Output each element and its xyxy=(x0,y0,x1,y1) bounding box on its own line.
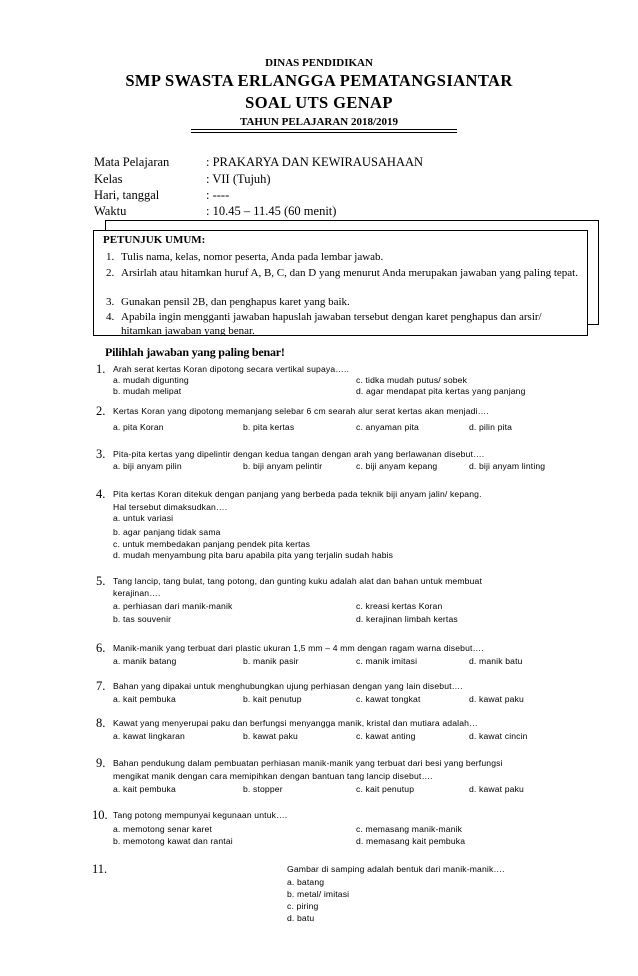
option-b: b. metal/ imitasi xyxy=(287,889,350,899)
option-c: c. tidka mudah putus/ sobek xyxy=(356,375,468,385)
question-text: Kertas Koran yang dipotong memanjang selebar 6 cm searah alur serat kertas akan menjadi…. xyxy=(113,406,489,416)
option-b: b. stopper xyxy=(243,784,283,794)
school-name: SMP SWASTA ERLANGGA PEMATANGSIANTAR xyxy=(125,71,513,90)
option-c: c. memasang manik-manik xyxy=(356,824,463,834)
option-d: d. kawat cincin xyxy=(469,731,528,741)
instruction-number: 1. xyxy=(106,251,115,263)
option-c: c. piring xyxy=(287,901,319,911)
instruction-number: 4. xyxy=(106,311,115,323)
option-b: b. memotong kawat dan rantai xyxy=(113,836,233,846)
question-text: Kawat yang menyerupai paku dan berfungsi menyangga manik, kristal dan mutiara adalah… xyxy=(113,718,478,728)
option-d: d. mudah menyambung pita baru apabila pita yang terjalin sudah habis xyxy=(113,550,394,560)
option-b: b. biji anyam pelintir xyxy=(243,461,323,471)
question-number: 6. xyxy=(96,641,106,655)
option-b: b. pita kertas xyxy=(243,422,295,432)
option-a: a. kait pembuka xyxy=(113,694,176,704)
info-value: : ---- xyxy=(206,188,230,202)
option-c: c. kawat tongkat xyxy=(356,694,421,704)
question-text: Tang potong mempunyai kegunaan untuk…. xyxy=(113,810,288,820)
option-b: b. kait penutup xyxy=(243,694,302,704)
header-rule xyxy=(191,129,457,130)
instruction-number: 2. xyxy=(106,267,115,279)
agency-title: DINAS PENDIDIKAN xyxy=(265,57,373,69)
option-d: d. manik batu xyxy=(469,656,523,666)
option-d: d. batu xyxy=(287,913,315,923)
option-d: d. kerajinan limbah kertas xyxy=(356,614,458,624)
option-d: d. memasang kait pembuka xyxy=(356,836,466,846)
question-number: 10. xyxy=(92,808,108,822)
question-text: Manik-manik yang terbuat dari plastic ukuran 1,5 mm – 4 mm dengan ragam warna disebut…. xyxy=(113,643,484,653)
info-label: Waktu xyxy=(94,204,127,218)
option-b: b. mudah melipat xyxy=(113,386,182,396)
option-d: d. kawat paku xyxy=(469,784,524,794)
option-d: d. agar mendapat pita kertas yang panjang xyxy=(356,386,526,396)
section-instruction: Pilihlah jawaban yang paling benar! xyxy=(105,345,285,359)
question-number: 2. xyxy=(96,404,106,418)
question-text-continued: mengikat manik dengan cara memipihkan dengan bantuan tang lancip disebut…. xyxy=(113,771,433,781)
info-label: Hari, tanggal xyxy=(94,188,160,202)
question-number: 5. xyxy=(96,574,106,588)
question-text-continued: kerajinan…. xyxy=(113,588,161,598)
option-b: b. tas souvenir xyxy=(113,614,172,624)
question-number: 3. xyxy=(96,447,106,461)
header-rule xyxy=(191,132,457,133)
question-text: Tang lancip, tang bulat, tang potong, dan gunting kuku adalah alat dan bahan untuk membuat xyxy=(113,576,482,586)
option-b: b. manik pasir xyxy=(243,656,299,666)
option-a: a. pita Koran xyxy=(113,422,164,432)
option-d: d. pilin pita xyxy=(469,422,513,432)
option-c: c. biji anyam kepang xyxy=(356,461,438,471)
info-value: : VII (Tujuh) xyxy=(206,172,271,186)
option-a: a. untuk variasi xyxy=(113,513,174,523)
question-text-continued: Hal tersebut dimaksudkan…. xyxy=(113,502,228,512)
info-label: Mata Pelajaran xyxy=(94,155,170,169)
option-a: a. manik batang xyxy=(113,656,177,666)
info-value: : PRAKARYA DAN KEWIRAUSAHAAN xyxy=(206,155,424,169)
question-text: Pita-pita kertas yang dipelintir dengan kedua tangan dengan arah yang berlawanan disebut…. xyxy=(113,449,485,459)
question-text: Bahan yang dipakai untuk menghubungkan ujung perhiasan dengan yang lain disebut…. xyxy=(113,681,463,691)
question-number: 9. xyxy=(96,756,106,770)
instruction-text: Gunakan pensil 2B, dan penghapus karet yang baik. xyxy=(121,296,350,308)
option-d: d. biji anyam linting xyxy=(469,461,546,471)
option-a: a. mudah digunting xyxy=(113,375,189,385)
option-c: c. anyaman pita xyxy=(356,422,419,432)
option-c: c. kait penutup xyxy=(356,784,415,794)
question-text: Gambar di samping adalah bentuk dari manik-manik…. xyxy=(287,864,505,874)
option-c: c. kreasi kertas Koran xyxy=(356,601,443,611)
academic-year: TAHUN PELAJARAN 2018/2019 xyxy=(239,116,399,128)
option-a: a. batang xyxy=(287,877,325,887)
question-number: 1. xyxy=(96,362,106,376)
option-a: a. memotong senar karet xyxy=(113,824,212,834)
question-text: Bahan pendukung dalam pembuatan perhiasan manik-manik yang terbuat dari besi yang berfungsi xyxy=(113,758,503,768)
option-a: a. perhiasan dari manik-manik xyxy=(113,601,233,611)
option-b: b. agar panjang tidak sama xyxy=(113,527,221,537)
option-a: a. kawat lingkaran xyxy=(113,731,185,741)
option-c: c. kawat anting xyxy=(356,731,416,741)
option-d: d. kawat paku xyxy=(469,694,524,704)
question-number: 11. xyxy=(92,862,108,876)
info-value: : 10.45 – 11.45 (60 menit) xyxy=(206,204,337,218)
question-number: 7. xyxy=(96,679,106,693)
instruction-text: Apabila ingin mengganti jawaban hapuslah jawaban tersebut dengan karet penghapus dan arsir/ hitamkan jawaban yang benar. xyxy=(121,311,542,336)
info-label: Kelas xyxy=(94,172,123,186)
instruction-number: 3. xyxy=(106,296,115,308)
instructions-title: PETUNJUK UMUM: xyxy=(103,234,206,246)
option-c: c. manik imitasi xyxy=(356,656,418,666)
instructions-box xyxy=(93,230,588,336)
instruction-text: Tulis nama, kelas, nomor peserta, Anda pada lembar jawab. xyxy=(121,251,384,263)
option-a: a. biji anyam pilin xyxy=(113,461,182,471)
question-number: 4. xyxy=(96,487,106,501)
question-text: Arah serat kertas Koran dipotong secara vertikal supaya….. xyxy=(113,364,350,374)
option-a: a. kait pembuka xyxy=(113,784,176,794)
question-text: Pita kertas Koran ditekuk dengan panjang yang berbeda pada teknik biji anyam jalin/ kepang. xyxy=(113,489,482,499)
question-number: 8. xyxy=(96,716,106,730)
option-c: c. untuk membedakan panjang pendek pita kertas xyxy=(113,539,311,549)
exam-title: SOAL UTS GENAP xyxy=(245,93,393,112)
option-b: b. kawat paku xyxy=(243,731,298,741)
instruction-text: Arsirlah atau hitamkan huruf A, B, C, dan D yang menurut Anda merupakan jawaban yang paling tepat. xyxy=(121,267,578,279)
